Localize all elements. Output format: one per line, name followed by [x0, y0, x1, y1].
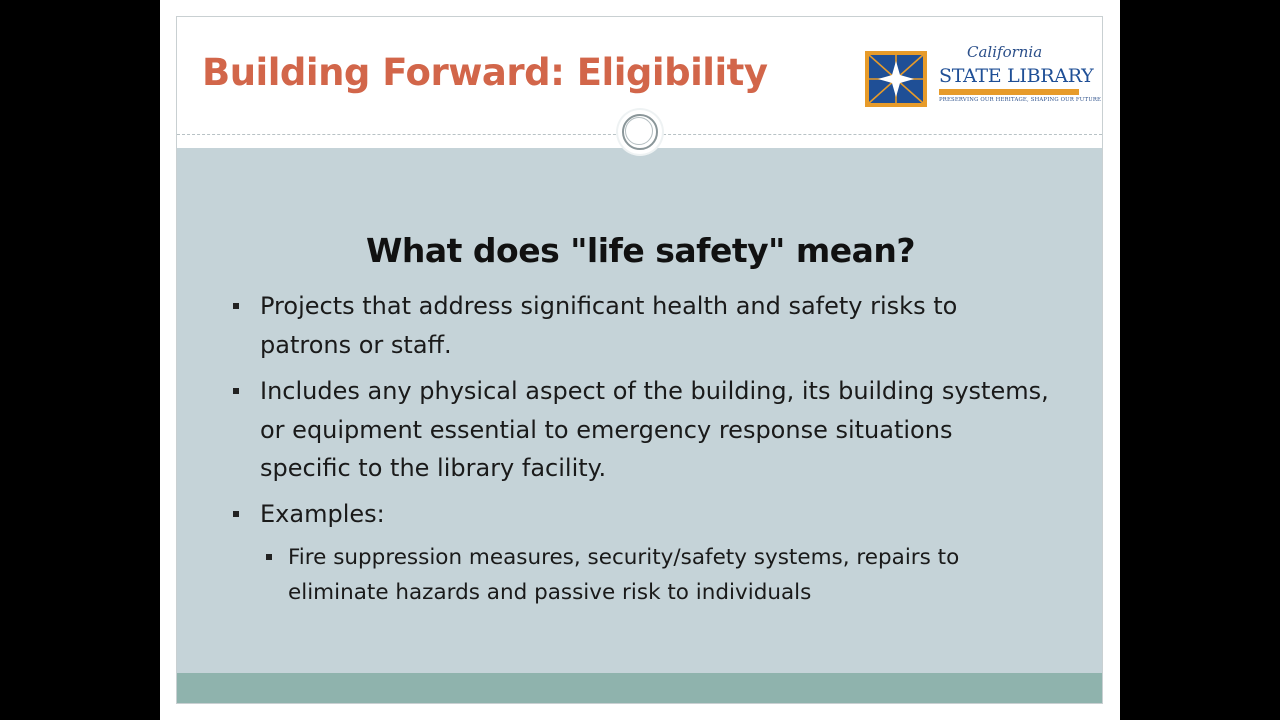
bullet-marker-icon: [233, 511, 239, 517]
bullet-marker-icon: [233, 388, 239, 394]
bullet-marker-icon: [233, 303, 239, 309]
sub-bullet-item: [288, 540, 1028, 610]
logo-tagline: PRESERVING OUR HERITAGE, SHAPING OUR FUTURE: [939, 97, 1102, 103]
bullet-text: Fire suppression measures, security/safety systems, repairs to eliminate hazards and passive risk to individuals: [288, 545, 960, 605]
california-state-library-logo: [865, 43, 1102, 109]
bullet-marker-icon: [266, 554, 272, 560]
logo-band: [939, 89, 1079, 95]
logo-script-text: California: [967, 43, 1043, 61]
logo-name: STATE LIBRARY: [939, 65, 1094, 87]
bullet-text: Includes any physical aspect of the building, its building systems, or equipment essential to emergency response situations specific to the library facility.: [260, 377, 1049, 482]
bullet-text: Examples:: [260, 500, 385, 528]
content-heading: What does "life safety" mean?: [365, 231, 916, 270]
bullet-item: [260, 495, 1050, 534]
bullet-item: [260, 287, 1050, 364]
star-emblem-icon: [865, 51, 927, 107]
footer-band: [177, 673, 1102, 704]
bullet-text: Projects that address significant health and safety risks to patrons or staff.: [260, 292, 958, 359]
slide: [176, 16, 1103, 704]
header-medallion-icon: [618, 110, 662, 154]
slide-title: Building Forward: Eligibility: [202, 51, 768, 94]
bullet-item: [260, 372, 1050, 488]
